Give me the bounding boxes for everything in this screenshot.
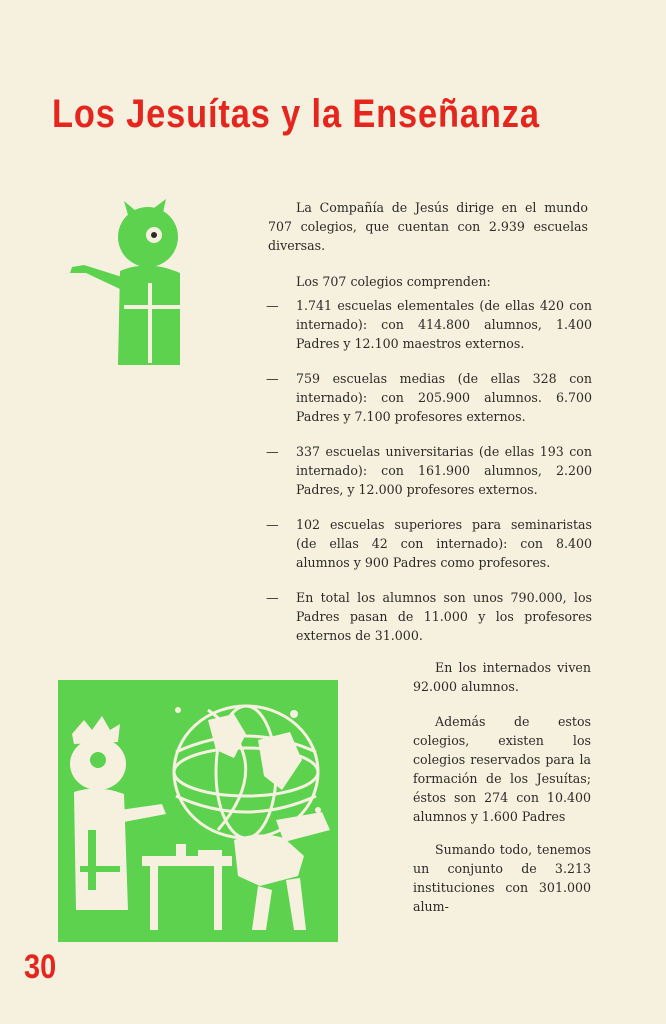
list-item-text: En total los alumnos son unos 790.000, los Padres pasan de 11.000 y los profesores externos de 31.000.	[296, 590, 592, 643]
dash-marker: —	[266, 517, 279, 532]
list-item	[264, 296, 592, 353]
dash-marker: —	[266, 590, 279, 605]
figure-illustration-top	[62, 193, 192, 369]
paragraph-text: Sumando todo, tenemos un conjunto de 3.213 instituciones con 301.000 alum-	[413, 842, 591, 914]
intro-paragraph: La Compañía de Jesús dirige en el mundo 707 colegios, que cuentan con 2.939 escuelas diversas.	[268, 200, 588, 253]
paragraph-ademas	[413, 712, 591, 826]
list-item	[264, 369, 592, 426]
list-item	[264, 588, 592, 645]
dash-marker: —	[266, 444, 279, 459]
paragraph-sumando	[413, 840, 591, 916]
paragraph-internados	[413, 658, 591, 696]
statistics-list	[264, 296, 592, 645]
paragraph-text: Además de estos colegios, existen los colegios reservados para la formación de los Jesuítas; éstos son 274 con 10.400 alumnos y 1.600 Padres	[413, 714, 591, 824]
list-item-text: 1.741 escuelas elementales (de ellas 420 con internado): con 414.800 alumnos, 1.400 Padres y 12.100 maestros externos.	[296, 298, 592, 351]
globe-illustration	[58, 680, 338, 942]
list-item-text: 759 escuelas medias (de ellas 328 con internado): con 205.900 alumnos. 6.700 Padres y 7.100 profesores externos.	[296, 371, 592, 424]
list-intro: Los 707 colegios comprenden:	[296, 274, 491, 289]
list-item	[264, 515, 592, 572]
paragraph-text: En los internados viven 92.000 alumnos.	[413, 660, 591, 694]
list-item	[264, 442, 592, 499]
dash-marker: —	[266, 298, 279, 313]
page-title: Los Jesuítas y la Enseñanza	[52, 92, 540, 136]
list-item-text: 337 escuelas universitarias (de ellas 193 con internado): con 161.900 alumnos, 2.200 Padres, y 12.000 profesores externos.	[296, 444, 592, 497]
dash-marker: —	[266, 371, 279, 386]
page-number: 30	[24, 948, 57, 986]
list-item-text: 102 escuelas superiores para seminaristas (de ellas 42 con internado): con 8.400 alumnos y 900 Padres como profesores.	[296, 517, 592, 570]
